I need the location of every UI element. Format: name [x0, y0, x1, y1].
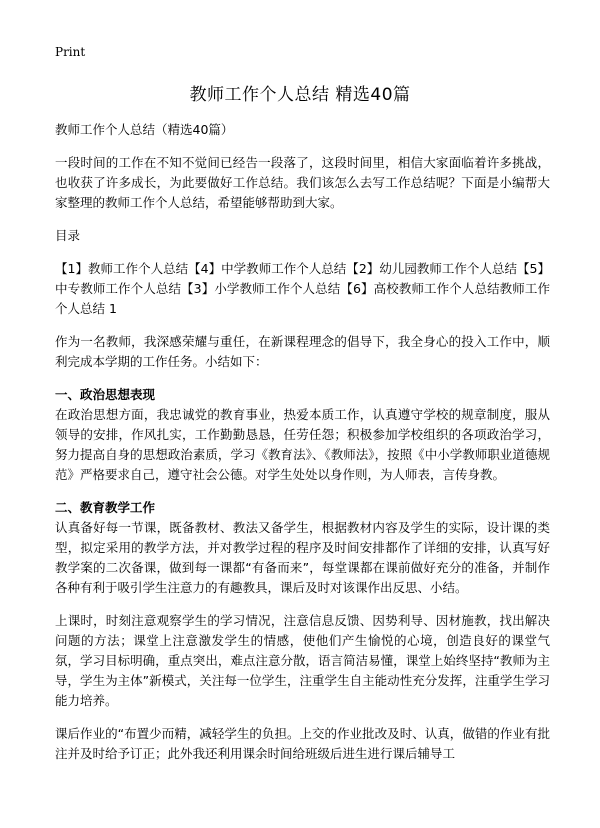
- document-body: [55, 120, 550, 777]
- page-title: 教师工作个人总结 精选40篇: [189, 85, 411, 105]
- section-politics-paragraph: 在政治思想方面，我忠诚党的教育事业，热爱本质工作，认真遵守学校的规章制度，服从领导的安排，作风扎实，工作勤勤恳恳，任劳任怨；积极参加学校组织的各项政治学习，努力提高自身的思想政治素质，学习《教育法》、《教师法》，按照《中小学教师职业道德规范》严格要求自己，遵守社会公德。对学生处处以身作则，为人师表，言传身教。: [55, 407, 550, 482]
- section-heading-politics: 一、政治思想表现: [55, 387, 156, 402]
- intro-paragraph: 一段时间的工作在不知不觉间已经告一段落了，这段时间里，相信大家面临着许多挑战，也收获了许多成长，为此要做好工作总结。我们该怎么去写工作总结呢？下面是小编帮大家整理的教师工作个人总结，希望能够帮助到大家。: [55, 155, 550, 210]
- toc-list: 【1】教师工作个人总结【4】中学教师工作个人总结【2】幼儿园教师工作个人总结【5】中专教师工作个人总结【3】小学教师工作个人总结【6】高校教师工作个人总结教师工作个人总结 1: [55, 261, 550, 316]
- document-subtitle: 教师工作个人总结（精选40篇）: [55, 122, 234, 137]
- print-link[interactable]: Print: [55, 45, 86, 59]
- teaching-paragraph-class: 上课时，时刻注意观察学生的学习情况，注意信息反馈、因势利导、因材施教，找出解决问题的方法；课堂上注意激发学生的情感，使他们产生愉悦的心境，创造良好的课堂气氛，学习目标明确，重点突出，难点注意分散，语言简洁易懂，课堂上始终坚持“教师为主导，学生为主体”新模式，关注每一位学生，注重学生自主能动性充分发挥，注重学生学习能力培养。: [55, 613, 550, 708]
- section-heading-teaching: 二、教育教学工作: [55, 500, 156, 515]
- toc-label: 目录: [55, 228, 81, 243]
- teaching-paragraph-prep: 认真备好每一节课，既备教材、教法又备学生，根据教材内容及学生的实际，设计课的类型，拟定采用的教学方法，并对教学过程的程序及时间安排都作了详细的安排，认真写好教学案的二次备课，做到每一课都“有备而来”，每堂课都在课前做好充分的准备，并制作各种有利于吸引学生注意力的有趣教具，课后及时对该课作出反思、小结。: [55, 520, 550, 595]
- teaching-paragraph-homework: 课后作业的“布置少而精，减轻学生的负担。上交的作业批改及时、认真，做错的作业有批注并及时给予订正；此外我还利用课余时间给班级后进生进行课后辅导工: [55, 726, 550, 761]
- opening-paragraph: 作为一名教师，我深感荣耀与重任，在新课程理念的倡导下，我全身心的投入工作中，顺利完成本学期的工作任务。小结如下：: [55, 334, 550, 369]
